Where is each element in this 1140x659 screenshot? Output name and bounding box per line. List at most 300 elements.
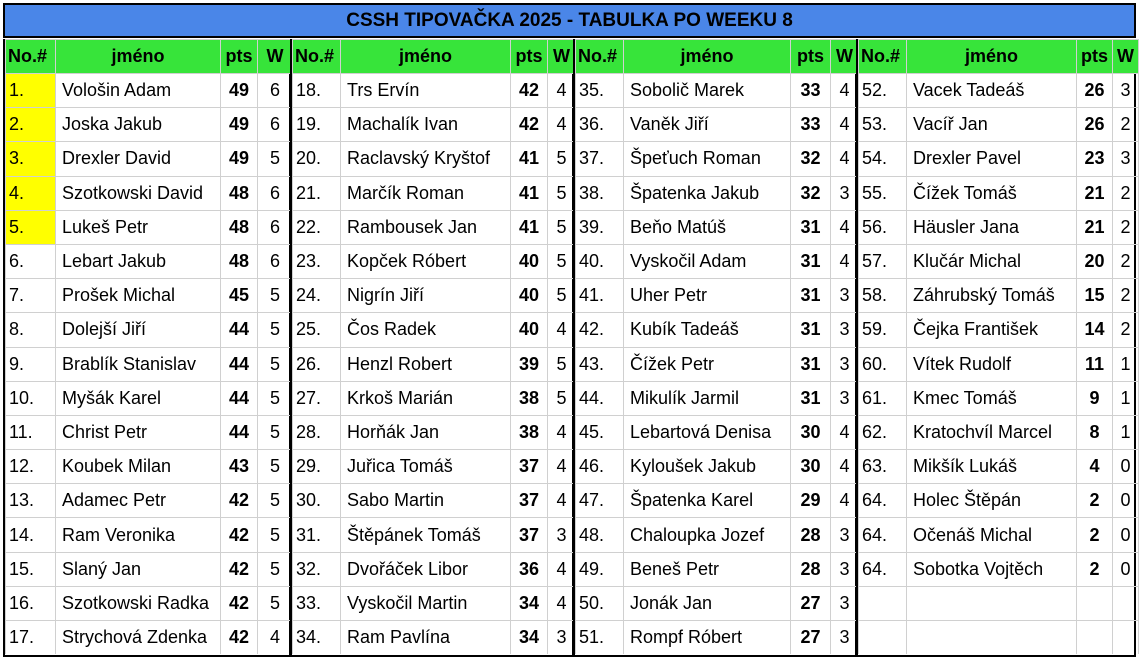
table-row [859, 484, 1139, 518]
rank-cell: 29. [293, 450, 341, 484]
wins-cell: 4 [548, 450, 576, 484]
column-header-pts: pts [791, 40, 831, 74]
points-cell: 45 [221, 279, 258, 313]
column-header-name: jméno [907, 40, 1077, 74]
header-row [293, 40, 576, 74]
table-row [859, 621, 1139, 655]
rank-cell: 1. [6, 74, 56, 108]
name-cell: Henzl Robert [341, 347, 511, 381]
header-row [6, 40, 293, 74]
points-cell: 31 [791, 313, 831, 347]
table-row [859, 518, 1139, 552]
wins-cell: 5 [258, 518, 293, 552]
rank-cell: 7. [6, 279, 56, 313]
points-cell: 31 [791, 347, 831, 381]
points-cell: 8 [1077, 415, 1113, 449]
table-row [293, 176, 576, 210]
table-row [859, 108, 1139, 142]
wins-cell: 3 [831, 381, 859, 415]
wins-cell: 4 [548, 586, 576, 620]
points-cell: 42 [221, 518, 258, 552]
table-row [576, 313, 859, 347]
wins-cell: 6 [258, 108, 293, 142]
rank-cell: 44. [576, 381, 624, 415]
wins-cell: 5 [548, 381, 576, 415]
table-row [576, 244, 859, 278]
name-cell: Drexler Pavel [907, 142, 1077, 176]
standings-table [292, 39, 576, 654]
table-row [293, 450, 576, 484]
name-cell: Sobolič Marek [624, 74, 791, 108]
points-cell: 20 [1077, 244, 1113, 278]
rank-cell: 28. [293, 415, 341, 449]
wins-cell: 5 [548, 176, 576, 210]
points-cell: 40 [511, 279, 548, 313]
table-row [6, 621, 293, 655]
table-row [293, 313, 576, 347]
points-cell: 39 [511, 347, 548, 381]
wins-cell: 3 [831, 621, 859, 655]
name-cell: Trs Ervín [341, 74, 511, 108]
wins-cell: 4 [548, 552, 576, 586]
wins-cell: 0 [1113, 552, 1139, 586]
rank-cell: 20. [293, 142, 341, 176]
table-row [859, 210, 1139, 244]
rank-cell: 45. [576, 415, 624, 449]
points-cell: 2 [1077, 518, 1113, 552]
rank-cell: 37. [576, 142, 624, 176]
table-row [6, 176, 293, 210]
rank-cell: 52. [859, 74, 907, 108]
rank-cell: 32. [293, 552, 341, 586]
wins-cell: 5 [258, 381, 293, 415]
wins-cell: 5 [548, 210, 576, 244]
points-cell: 15 [1077, 279, 1113, 313]
standings-block-4 [856, 39, 1136, 657]
points-cell: 49 [221, 142, 258, 176]
points-cell: 21 [1077, 210, 1113, 244]
points-cell: 32 [791, 142, 831, 176]
name-cell: Ram Veronika [56, 518, 221, 552]
table-row [576, 176, 859, 210]
name-cell: Jonák Jan [624, 586, 791, 620]
name-cell: Uher Petr [624, 279, 791, 313]
points-cell [1077, 586, 1113, 620]
rank-cell: 6. [6, 244, 56, 278]
name-cell: Machalík Ivan [341, 108, 511, 142]
rank-cell: 17. [6, 621, 56, 655]
wins-cell: 6 [258, 74, 293, 108]
wins-cell: 4 [831, 484, 859, 518]
name-cell: Joska Jakub [56, 108, 221, 142]
table-row [293, 586, 576, 620]
rank-cell: 59. [859, 313, 907, 347]
rank-cell: 54. [859, 142, 907, 176]
name-cell: Špeťuch Roman [624, 142, 791, 176]
wins-cell: 3 [1113, 74, 1139, 108]
points-cell: 36 [511, 552, 548, 586]
wins-cell: 5 [258, 142, 293, 176]
wins-cell: 5 [258, 415, 293, 449]
wins-cell: 5 [548, 142, 576, 176]
table-row [6, 347, 293, 381]
wins-cell: 4 [548, 108, 576, 142]
table-row [293, 279, 576, 313]
points-cell: 23 [1077, 142, 1113, 176]
points-cell: 38 [511, 381, 548, 415]
table-row [576, 450, 859, 484]
name-cell: Kratochvíl Marcel [907, 415, 1077, 449]
wins-cell: 0 [1113, 484, 1139, 518]
rank-cell: 49. [576, 552, 624, 586]
points-cell: 44 [221, 347, 258, 381]
table-row [6, 108, 293, 142]
rank-cell: 34. [293, 621, 341, 655]
wins-cell: 3 [831, 518, 859, 552]
table-row [859, 279, 1139, 313]
name-cell: Špatenka Jakub [624, 176, 791, 210]
rank-cell: 64. [859, 518, 907, 552]
points-cell: 4 [1077, 450, 1113, 484]
name-cell [907, 621, 1077, 655]
wins-cell: 4 [831, 74, 859, 108]
wins-cell: 4 [831, 142, 859, 176]
name-cell: Krkoš Marián [341, 381, 511, 415]
wins-cell: 4 [548, 74, 576, 108]
table-row [576, 347, 859, 381]
rank-cell: 23. [293, 244, 341, 278]
points-cell: 11 [1077, 347, 1113, 381]
wins-cell: 4 [548, 484, 576, 518]
rank-cell: 19. [293, 108, 341, 142]
points-cell: 32 [791, 176, 831, 210]
points-cell: 44 [221, 381, 258, 415]
rank-cell: 16. [6, 586, 56, 620]
standings-table [575, 39, 859, 654]
column-header-name: jméno [341, 40, 511, 74]
points-cell: 37 [511, 450, 548, 484]
name-cell: Klučár Michal [907, 244, 1077, 278]
name-cell: Mikulík Jarmil [624, 381, 791, 415]
wins-cell: 0 [1113, 518, 1139, 552]
rank-cell: 11. [6, 415, 56, 449]
wins-cell: 2 [1113, 210, 1139, 244]
wins-cell: 4 [831, 244, 859, 278]
name-cell [907, 586, 1077, 620]
rank-cell: 57. [859, 244, 907, 278]
name-cell: Špatenka Karel [624, 484, 791, 518]
wins-cell: 6 [258, 210, 293, 244]
wins-cell: 0 [1113, 450, 1139, 484]
rank-cell: 56. [859, 210, 907, 244]
points-cell: 38 [511, 415, 548, 449]
rank-cell: 63. [859, 450, 907, 484]
points-cell: 48 [221, 176, 258, 210]
rank-cell [859, 586, 907, 620]
name-cell: Kubík Tadeáš [624, 313, 791, 347]
name-cell: Mikšík Lukáš [907, 450, 1077, 484]
rank-cell: 50. [576, 586, 624, 620]
wins-cell: 4 [548, 415, 576, 449]
rank-cell: 48. [576, 518, 624, 552]
rank-cell: 30. [293, 484, 341, 518]
table-row [576, 142, 859, 176]
name-cell: Rompf Róbert [624, 621, 791, 655]
name-cell: Lebart Jakub [56, 244, 221, 278]
rank-cell [859, 621, 907, 655]
points-cell: 41 [511, 210, 548, 244]
name-cell: Szotkowski Radka [56, 586, 221, 620]
rank-cell: 31. [293, 518, 341, 552]
rank-cell: 9. [6, 347, 56, 381]
points-cell: 28 [791, 518, 831, 552]
wins-cell: 1 [1113, 347, 1139, 381]
rank-cell: 61. [859, 381, 907, 415]
rank-cell: 58. [859, 279, 907, 313]
points-cell: 37 [511, 484, 548, 518]
name-cell: Vyskočil Adam [624, 244, 791, 278]
points-cell: 30 [791, 450, 831, 484]
table-row [6, 142, 293, 176]
wins-cell: 5 [258, 552, 293, 586]
wins-cell [1113, 621, 1139, 655]
points-cell: 42 [511, 74, 548, 108]
wins-cell: 5 [548, 279, 576, 313]
wins-cell: 2 [1113, 176, 1139, 210]
name-cell: Sabo Martin [341, 484, 511, 518]
name-cell: Nigrín Jiří [341, 279, 511, 313]
points-cell: 9 [1077, 381, 1113, 415]
column-header-no: No.# [293, 40, 341, 74]
rank-cell: 41. [576, 279, 624, 313]
rank-cell: 64. [859, 552, 907, 586]
rank-cell: 35. [576, 74, 624, 108]
rank-cell: 36. [576, 108, 624, 142]
wins-cell: 4 [831, 415, 859, 449]
column-header-w: W [258, 40, 293, 74]
rank-cell: 26. [293, 347, 341, 381]
name-cell: Vacek Tadeáš [907, 74, 1077, 108]
name-cell: Ram Pavlína [341, 621, 511, 655]
column-header-pts: pts [1077, 40, 1113, 74]
wins-cell: 3 [831, 176, 859, 210]
table-row [293, 74, 576, 108]
wins-cell: 6 [258, 176, 293, 210]
rank-cell: 18. [293, 74, 341, 108]
name-cell: Lebartová Denisa [624, 415, 791, 449]
wins-cell: 1 [1113, 415, 1139, 449]
table-row [859, 244, 1139, 278]
rank-cell: 15. [6, 552, 56, 586]
points-cell: 44 [221, 313, 258, 347]
wins-cell: 5 [258, 347, 293, 381]
rank-cell: 47. [576, 484, 624, 518]
points-cell: 31 [791, 210, 831, 244]
table-row [6, 415, 293, 449]
wins-cell: 5 [258, 450, 293, 484]
column-header-pts: pts [221, 40, 258, 74]
rank-cell: 53. [859, 108, 907, 142]
standings-blocks [3, 39, 1136, 657]
points-cell: 48 [221, 244, 258, 278]
points-cell: 2 [1077, 484, 1113, 518]
name-cell: Juřica Tomáš [341, 450, 511, 484]
table-row [6, 450, 293, 484]
points-cell: 40 [511, 244, 548, 278]
points-cell: 42 [221, 621, 258, 655]
name-cell: Vyskočil Martin [341, 586, 511, 620]
name-cell: Brablík Stanislav [56, 347, 221, 381]
name-cell: Čížek Tomáš [907, 176, 1077, 210]
name-cell: Adamec Petr [56, 484, 221, 518]
standings-block-2 [290, 39, 573, 657]
points-cell: 41 [511, 176, 548, 210]
name-cell: Čejka František [907, 313, 1077, 347]
table-row [6, 381, 293, 415]
name-cell: Dvořáček Libor [341, 552, 511, 586]
points-cell: 43 [221, 450, 258, 484]
wins-cell: 5 [548, 347, 576, 381]
points-cell: 41 [511, 142, 548, 176]
table-row [293, 210, 576, 244]
table-row [859, 450, 1139, 484]
rank-cell: 5. [6, 210, 56, 244]
table-row [293, 347, 576, 381]
name-cell: Holec Štěpán [907, 484, 1077, 518]
table-row [576, 210, 859, 244]
points-cell: 42 [221, 552, 258, 586]
name-cell: Štěpánek Tomáš [341, 518, 511, 552]
table-row [859, 74, 1139, 108]
name-cell: Lukeš Petr [56, 210, 221, 244]
table-row [576, 415, 859, 449]
column-header-name: jméno [624, 40, 791, 74]
table-row [293, 415, 576, 449]
table-row [576, 621, 859, 655]
wins-cell [1113, 586, 1139, 620]
wins-cell: 5 [258, 586, 293, 620]
wins-cell: 3 [1113, 142, 1139, 176]
column-header-name: jméno [56, 40, 221, 74]
table-row [293, 244, 576, 278]
points-cell: 48 [221, 210, 258, 244]
rank-cell: 60. [859, 347, 907, 381]
table-row [6, 74, 293, 108]
wins-cell: 2 [1113, 244, 1139, 278]
table-row [6, 244, 293, 278]
rank-cell: 3. [6, 142, 56, 176]
rank-cell: 39. [576, 210, 624, 244]
column-header-w: W [831, 40, 859, 74]
points-cell: 34 [511, 586, 548, 620]
table-row [576, 518, 859, 552]
wins-cell: 2 [1113, 108, 1139, 142]
table-row [859, 347, 1139, 381]
rank-cell: 27. [293, 381, 341, 415]
name-cell: Häusler Jana [907, 210, 1077, 244]
rank-cell: 46. [576, 450, 624, 484]
points-cell: 40 [511, 313, 548, 347]
points-cell: 49 [221, 108, 258, 142]
rank-cell: 21. [293, 176, 341, 210]
table-row [576, 108, 859, 142]
points-cell: 29 [791, 484, 831, 518]
rank-cell: 4. [6, 176, 56, 210]
header-row [576, 40, 859, 74]
standings-block-1 [3, 39, 290, 657]
table-row [6, 552, 293, 586]
rank-cell: 24. [293, 279, 341, 313]
name-cell: Kopček Róbert [341, 244, 511, 278]
table-row [576, 586, 859, 620]
table-row [293, 381, 576, 415]
rank-cell: 2. [6, 108, 56, 142]
rank-cell: 14. [6, 518, 56, 552]
rank-cell: 22. [293, 210, 341, 244]
table-row [576, 484, 859, 518]
column-header-w: W [1113, 40, 1139, 74]
wins-cell: 4 [548, 313, 576, 347]
name-cell: Koubek Milan [56, 450, 221, 484]
name-cell: Rambousek Jan [341, 210, 511, 244]
table-row [6, 484, 293, 518]
sheet-title: CSSH TIPOVAČKA 2025 - TABULKA PO WEEKU 8 [3, 3, 1136, 38]
wins-cell: 3 [831, 347, 859, 381]
wins-cell: 3 [831, 313, 859, 347]
rank-cell: 8. [6, 313, 56, 347]
points-cell [1077, 621, 1113, 655]
name-cell: Dolejší Jiří [56, 313, 221, 347]
name-cell: Kyloušek Jakub [624, 450, 791, 484]
table-row [859, 586, 1139, 620]
table-row [576, 381, 859, 415]
table-row [859, 415, 1139, 449]
wins-cell: 4 [831, 450, 859, 484]
standings-sheet [3, 3, 1139, 657]
points-cell: 14 [1077, 313, 1113, 347]
wins-cell: 5 [258, 279, 293, 313]
table-row [293, 621, 576, 655]
rank-cell: 25. [293, 313, 341, 347]
name-cell: Raclavský Kryštof [341, 142, 511, 176]
points-cell: 33 [791, 74, 831, 108]
name-cell: Záhrubský Tomáš [907, 279, 1077, 313]
name-cell: Vítek Rudolf [907, 347, 1077, 381]
rank-cell: 62. [859, 415, 907, 449]
points-cell: 37 [511, 518, 548, 552]
rank-cell: 38. [576, 176, 624, 210]
points-cell: 26 [1077, 108, 1113, 142]
wins-cell: 4 [831, 108, 859, 142]
wins-cell: 2 [1113, 313, 1139, 347]
name-cell: Drexler David [56, 142, 221, 176]
rank-cell: 10. [6, 381, 56, 415]
name-cell: Chaloupka Jozef [624, 518, 791, 552]
wins-cell: 4 [258, 621, 293, 655]
rank-cell: 33. [293, 586, 341, 620]
table-row [576, 552, 859, 586]
name-cell: Očenáš Michal [907, 518, 1077, 552]
points-cell: 31 [791, 381, 831, 415]
table-row [6, 518, 293, 552]
wins-cell: 2 [1113, 279, 1139, 313]
points-cell: 27 [791, 586, 831, 620]
name-cell: Sobotka Vojtěch [907, 552, 1077, 586]
rank-cell: 51. [576, 621, 624, 655]
name-cell: Beneš Petr [624, 552, 791, 586]
points-cell: 33 [791, 108, 831, 142]
points-cell: 44 [221, 415, 258, 449]
